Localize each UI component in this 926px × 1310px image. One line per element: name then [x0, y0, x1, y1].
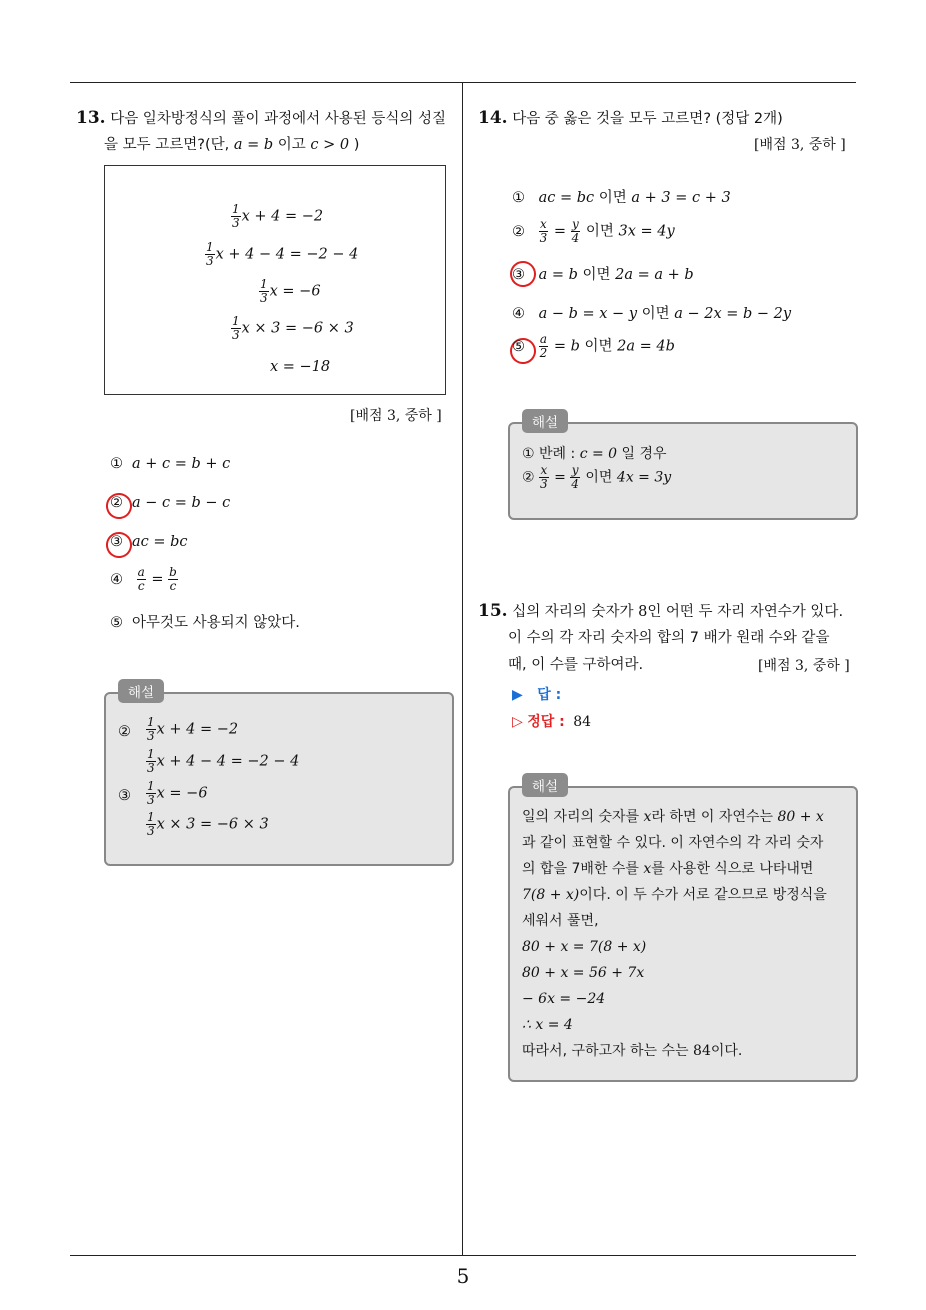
option-expr: 2a = a + b — [615, 267, 694, 283]
bottom-rule — [70, 1255, 856, 1256]
q15-solution-text — [522, 804, 852, 1064]
option-connector: 이면 — [585, 223, 614, 240]
q13-option-4[interactable] — [110, 566, 179, 593]
q14-score: [배점 3, 중하 ] — [754, 137, 846, 153]
fraction: $\frac{1}{3}$ — [232, 314, 240, 342]
fraction: $\frac{1}{3}$ — [260, 277, 268, 305]
q13-option-1[interactable] — [110, 456, 230, 472]
sol-equation: − 6x = −24 — [522, 991, 606, 1007]
sol-line: 의 합을 7배한 수를 x를 사용한 식으로 나타내면 — [522, 861, 814, 877]
sol-equation: 80 + x = 7(8 + x) — [522, 939, 647, 955]
sol-line: 7(8 + x)이다. 이 두 수가 서로 같으므로 방정식을 — [522, 887, 827, 903]
option-text: 아무것도 사용되지 않았다. — [132, 615, 300, 631]
q13-option-2[interactable] — [110, 495, 230, 511]
q13-score: [배점 3, 중하 ] — [350, 408, 442, 424]
option-mark: ③ — [512, 267, 525, 283]
fraction: $\frac{a}{2}$ — [539, 332, 548, 360]
q15-stem-line1 — [478, 597, 843, 626]
q13-number: 13. — [76, 108, 106, 128]
play-arrow-icon: ▶ — [512, 687, 523, 703]
q13-stem — [76, 104, 460, 133]
page-number: 5 — [456, 1264, 470, 1288]
option-expr: 2a = 4b — [617, 338, 675, 355]
q13-text-line2-a: 을 모두 고르면?(단, — [104, 137, 230, 153]
q13-sol-line-3: $\frac{1}{3}$ x = −6 — [147, 779, 208, 807]
text: 반례 : — [539, 446, 576, 462]
q13-step-4: $\frac{1}{3}$ x × 3 = −6 × 3 — [232, 314, 354, 342]
option-expr: a + 3 = c + 3 — [631, 190, 731, 206]
q14-option-4[interactable] — [512, 302, 791, 323]
fraction: $\frac{x}{3}$ — [540, 463, 548, 491]
option-mark: ④ — [512, 306, 525, 322]
option-connector: 이면 — [641, 306, 670, 322]
q13-text-line2-c: ) — [353, 137, 360, 153]
option-expr: a = b — [538, 267, 578, 283]
option-connector: 이면 — [582, 267, 611, 283]
option-text: ac = bc — [132, 534, 188, 550]
q14-option-1[interactable] — [512, 186, 731, 207]
fraction: $\frac{x}{3}$ — [539, 217, 548, 245]
q13-text-line2-b: 이고 — [277, 137, 306, 153]
option-text: a + c = b + c — [132, 456, 231, 472]
option-expr: a − 2x = b − 2y — [674, 306, 792, 322]
equals: = — [554, 469, 566, 486]
q15-digit: 8 — [638, 604, 648, 620]
q14-solution-tag: 해설 — [522, 409, 568, 433]
q13-option-3[interactable] — [110, 534, 188, 550]
q13-step-1: $\frac{1}{3}$ x + 4 = −2 — [232, 202, 324, 230]
sol-line: 세워서 풀면, — [522, 913, 599, 929]
outline-arrow-icon: ▷ — [512, 714, 523, 730]
sol-line: 따라서, 구하고자 하는 수는 84이다. — [522, 1043, 743, 1059]
q14-number: 14. — [478, 108, 508, 128]
fraction: $\frac{y}{4}$ — [571, 463, 579, 491]
q13-option-5[interactable] — [110, 611, 300, 632]
q15-stem-line3: 때, 이 수를 구하여라. — [508, 657, 644, 673]
mark: ② — [522, 469, 535, 486]
q15-solution-tag: 해설 — [522, 773, 568, 797]
q13-sol-line-4: $\frac{1}{3}$ x × 3 = −6 × 3 — [147, 810, 269, 838]
q13-solution-tag: 해설 — [118, 679, 164, 703]
q14-text: 다음 중 옳은 것을 모두 고르면? (정답 2개) — [512, 111, 783, 127]
fraction: $\frac{1}{3}$ — [206, 240, 214, 268]
sol-line: 일의 자리의 숫자를 x라 하면 이 자연수는 80 + x — [522, 809, 824, 825]
q13-step-3: $\frac{1}{3}$ x = −6 — [260, 277, 321, 305]
option-mark: ④ — [110, 571, 123, 588]
option-mark: ② — [512, 223, 525, 240]
fraction: $\frac{y}{4}$ — [571, 217, 580, 245]
option-connector: 이면 — [584, 338, 613, 355]
correct-value: 84 — [573, 714, 592, 730]
fraction: $\frac{1}{3}$ — [147, 810, 155, 838]
option-mark: ① — [110, 456, 123, 472]
expr: 4x = 3y — [616, 469, 672, 486]
q15-number: 15. — [478, 601, 508, 621]
option-mark: ② — [110, 495, 123, 511]
sol-line: 과 같이 표현할 수 있다. 이 자연수의 각 자리 숫자 — [522, 835, 824, 851]
q13-cond-2: c > 0 — [310, 137, 350, 153]
fraction: $\frac{a}{c}$ — [137, 565, 145, 593]
q15-score: [배점 3, 중하 ] — [758, 658, 850, 674]
equals: = — [553, 223, 567, 240]
q13-text-line1: 다음 일차방정식의 풀이 과정에서 사용된 등식의 성질 — [110, 111, 446, 127]
q15-stem-line2: 이 수의 각 자리 숫자의 합의 7 배가 원래 수와 같을 — [508, 630, 830, 646]
fraction: $\frac{1}{3}$ — [147, 779, 155, 807]
option-mark: ③ — [110, 534, 123, 550]
fraction: $\frac{1}{3}$ — [147, 747, 155, 775]
q14-sol-line-2 — [522, 464, 671, 491]
q13-solution-steps-box — [104, 165, 446, 395]
q14-sol-line-1 — [522, 443, 667, 463]
equals: = — [151, 571, 164, 588]
q15-correct-row — [512, 711, 591, 731]
sol-equation: ∴ x = 4 — [522, 1017, 573, 1033]
q14-option-5[interactable] — [512, 333, 675, 360]
q13-step-2: $\frac{1}{3}$ x + 4 − 4 = −2 − 4 — [206, 240, 359, 268]
q14-option-2[interactable] — [512, 218, 675, 245]
q15-text-b: 인 어떤 두 자리 자연수가 있다. — [647, 604, 844, 620]
sol-equation: 80 + x = 56 + 7x — [522, 965, 645, 981]
text: 이면 — [585, 469, 613, 486]
answer-label: 답 : — [537, 687, 562, 703]
q13-stem-line2 — [104, 131, 359, 159]
fraction: $\frac{b}{c}$ — [169, 565, 177, 593]
q14-stem — [478, 104, 783, 133]
fraction: $\frac{1}{3}$ — [147, 715, 155, 743]
option-mark: ⑤ — [512, 338, 525, 355]
column-divider — [462, 83, 463, 1256]
q15-answer-row[interactable] — [512, 684, 561, 704]
option-expr: = b — [553, 338, 580, 355]
option-expr: 3x = 4y — [618, 223, 675, 240]
option-expr: a − b = x − y — [538, 306, 638, 322]
q13-sol-mark-3: ③ — [118, 788, 131, 804]
option-mark: ⑤ — [110, 615, 123, 631]
top-rule — [70, 82, 856, 83]
fraction: $\frac{1}{3}$ — [232, 202, 240, 230]
q14-option-3[interactable] — [512, 263, 694, 284]
q13-sol-line-1: $\frac{1}{3}$ x + 4 = −2 — [147, 715, 239, 743]
mark: ① — [522, 446, 535, 462]
q15-text-a: 십의 자리의 숫자가 — [512, 604, 634, 620]
option-text: a − c = b − c — [132, 495, 231, 511]
option-mark: ① — [512, 190, 525, 206]
expr: c = 0 — [579, 446, 618, 462]
q13-step-5: x = −18 — [270, 359, 331, 375]
correct-label: 정답 : — [527, 714, 565, 730]
q13-cond-1: a = b — [233, 137, 274, 153]
text: 일 경우 — [621, 446, 667, 462]
q13-sol-mark-2: ② — [118, 724, 131, 740]
option-connector: 이면 — [598, 190, 627, 206]
q13-sol-line-2: $\frac{1}{3}$ x + 4 − 4 = −2 − 4 — [147, 747, 300, 775]
option-expr: ac = bc — [538, 190, 595, 206]
